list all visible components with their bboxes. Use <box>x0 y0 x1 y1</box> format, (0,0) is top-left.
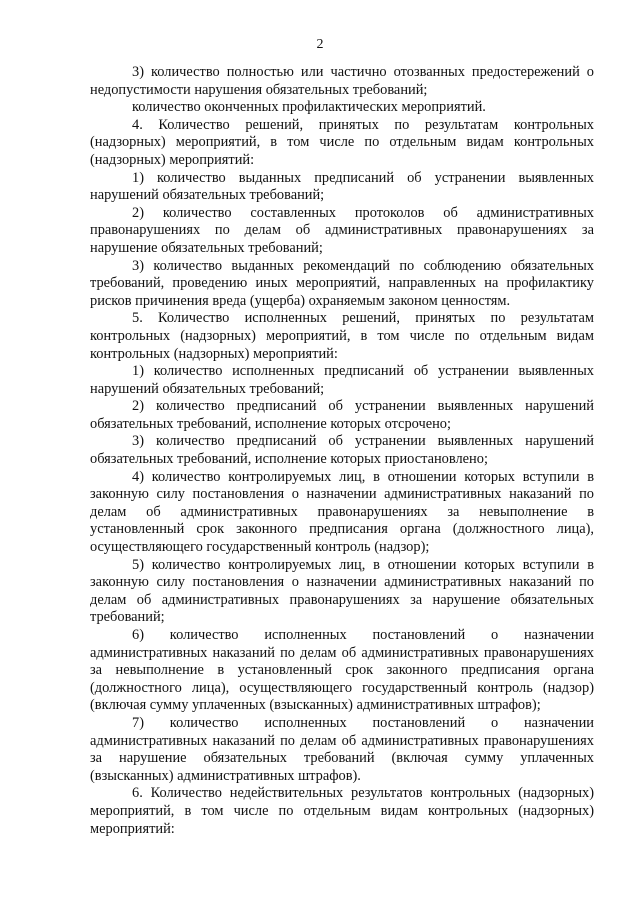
paragraph-section-5-item-4: 4) количество контролируемых лиц, в отношении которых вступили в законную силу постановления о назначении административных наказаний по делам об административных правонарушениях за невыполнение в установленный срок законного предписания органа (должностного лица), осуществляющего государственный контроль (надзор); <box>90 468 594 556</box>
paragraph-section-6-heading: 6. Количество недействительных результатов контрольных (надзорных) мероприятий, в том числе по отдельным видам контрольных (надзорных) мероприятий: <box>90 785 594 837</box>
paragraph-completed-preventive-measures: количество оконченных профилактических мероприятий. <box>132 99 486 116</box>
paragraph-section-4-item-1: 1) количество выданных предписаний об устранении выявленных нарушений обязательных требований; <box>90 169 594 204</box>
paragraph-section-4-item-3: 3) количество выданных рекомендаций по соблюдению обязательных требований, проведению иных мероприятий, направленных на профилактику рисков причинения вреда (ущерба) охраняемым законом ценностям. <box>90 257 594 309</box>
paragraph-section-4-item-2: 2) количество составленных протоколов об административных правонарушениях по делам об административных правонарушениях за нарушение обязательных требований; <box>90 204 594 256</box>
paragraph-section-5-item-5: 5) количество контролируемых лиц, в отношении которых вступили в законную силу постановления о назначении административных наказаний по делам об административных правонарушениях за нарушение обязательных требований; <box>90 556 594 626</box>
paragraph-section-5-heading: 5. Количество исполненных решений, принятых по результатам контрольных (надзорных) мероприятий, в том числе по отдельным видам контрольных (надзорных) мероприятий: <box>90 310 594 362</box>
paragraph-section-4-heading: 4. Количество решений, принятых по результатам контрольных (надзорных) мероприятий, в том числе по отдельным видам контрольных (надзорных) мероприятий: <box>90 116 594 168</box>
paragraph-item-3-recalled-warnings: 3) количество полностью или частично отозванных предостережений о недопустимости нарушения обязательных требований; <box>90 64 594 98</box>
paragraph-section-5-item-1: 1) количество исполненных предписаний об устранении выявленных нарушений обязательных требований; <box>90 363 594 397</box>
paragraph-section-5-item-7: 7) количество исполненных постановлений о назначении административных наказаний по делам об административных правонарушениях за нарушение обязательных требований (включая сумму уплаченных (взысканных) административных штрафов). <box>90 714 594 784</box>
paragraph-section-5-item-3: 3) количество предписаний об устранении выявленных нарушений обязательных требований, исполнение которых приостановлено; <box>90 433 594 468</box>
paragraph-section-5-item-6: 6) количество исполненных постановлений о назначении административных наказаний по делам об административных правонарушениях за невыполнение в установленный срок законного предписания органа (должностного лица), осуществляющего государственный контроль (надзор) (включая сумму уплаченных (взысканных) административных штрафов); <box>90 627 594 714</box>
document-body <box>90 64 594 838</box>
page-number: 2 <box>316 37 324 52</box>
paragraph-section-5-item-2: 2) количество предписаний об устранении выявленных нарушений обязательных требований, исполнение которых отсрочено; <box>90 398 594 432</box>
